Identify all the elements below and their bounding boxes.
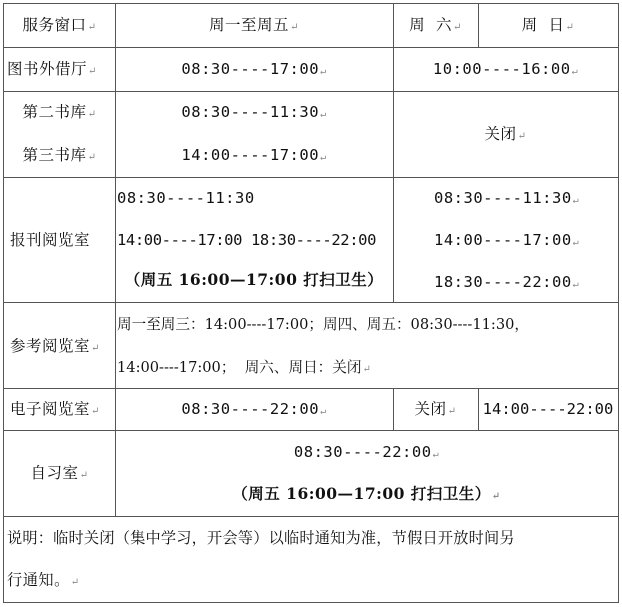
col-divider <box>393 4 394 302</box>
newspaper-weekend-line2: 14:00----17:00 <box>434 231 572 249</box>
header-saturday: 周 六 <box>409 16 452 34</box>
electronic-saturday-status: 关闭 <box>414 400 447 418</box>
reference-hours-line2: 14:00----17:00； 周六、周日：关闭 <box>117 359 362 376</box>
newspaper-weekend-line3: 18:30----22:00 <box>434 273 572 291</box>
newspaper-weekday-line1: 08:30----11:30 <box>117 189 255 207</box>
row-name-stack3: 第三书库 <box>22 146 87 164</box>
row-divider <box>4 430 618 431</box>
newspaper-weekend-line1: 08:30----11:30 <box>434 189 572 207</box>
row-divider <box>4 47 618 48</box>
hours-table: 服务窗口↵ 周一至周五↵ 周 六↵ 周 日↵ 图书外借厅↵ 08:30----17:00↵ 10:00----16:00↵ 第二书库↵ 08:30----11:30↵ 第三书库↵ 14:00----17:00↵ 关闭↵ 报刊阅览室 08:30----11:30 14:00----17:00 18:30----22:00 （周五 16:00—17:00 打扫卫生） 08:30----11:30↵ 14:00----17:00↵ 18:30----22:00↵ 参考阅览室↵ 周一至周三：14:00----17:00；周四、周五：08:30----11:30， 14:00----17:00； 周六、周日：关闭↵ 电子阅览室↵ 08:30----22:00↵ 关闭↵ 14:00----22:00 自习室↵ 08:30----22:00↵ （周五 16:00—17:00 打扫卫生）↵ 说明：临时关闭（集中学习，开会等）以临时通知为准，节假日开放时间另 行通知。↵ <box>3 3 619 603</box>
row-name-reference: 参考阅览室 <box>10 337 91 355</box>
study-hours: 08:30----22:00 <box>293 443 432 461</box>
electronic-sunday-hours: 14:00----22:00 <box>482 400 614 418</box>
study-cleaning-note: （周五 16:00—17:00 打扫卫生） <box>232 484 491 503</box>
row-name-study: 自习室 <box>30 464 79 482</box>
stacks-weekend-status: 关闭 <box>484 125 517 143</box>
stack3-weekday-hours: 14:00----17:00 <box>181 146 320 164</box>
row-divider <box>4 177 618 178</box>
row-divider <box>4 388 618 389</box>
stack2-weekday-hours: 08:30----11:30 <box>181 103 320 121</box>
row-name-library-hall: 图书外借厅 <box>7 60 88 78</box>
row-name-stack2: 第二书库 <box>22 103 87 121</box>
header-window: 服务窗口 <box>22 16 87 34</box>
row-divider <box>4 91 618 92</box>
library-hall-weekday-hours: 08:30----17:00 <box>181 60 320 78</box>
header-weekday: 周一至周五 <box>209 16 290 34</box>
header-sunday: 周 日 <box>521 16 565 34</box>
library-hall-weekend-hours: 10:00----16:00 <box>432 60 571 78</box>
row-divider <box>4 302 618 303</box>
footer-note-line2: 行通知。 <box>7 571 70 589</box>
electronic-weekday-hours: 08:30----22:00 <box>181 400 320 418</box>
newspaper-cleaning-note: （周五 16:00—17:00 打扫卫生） <box>124 270 384 289</box>
row-name-newspaper: 报刊阅览室 <box>10 231 91 249</box>
newspaper-weekday-line2: 14:00----17:00 18:30----22:00 <box>117 231 377 249</box>
footer-note-line1: 说明：临时关闭（集中学习，开会等）以临时通知为准，节假日开放时间另 <box>7 529 515 547</box>
row-divider <box>4 516 618 517</box>
row-name-electronic: 电子阅览室 <box>10 400 91 418</box>
reference-hours-line1: 周一至周三：14:00----17:00；周四、周五：08:30----11:30， <box>117 316 529 333</box>
